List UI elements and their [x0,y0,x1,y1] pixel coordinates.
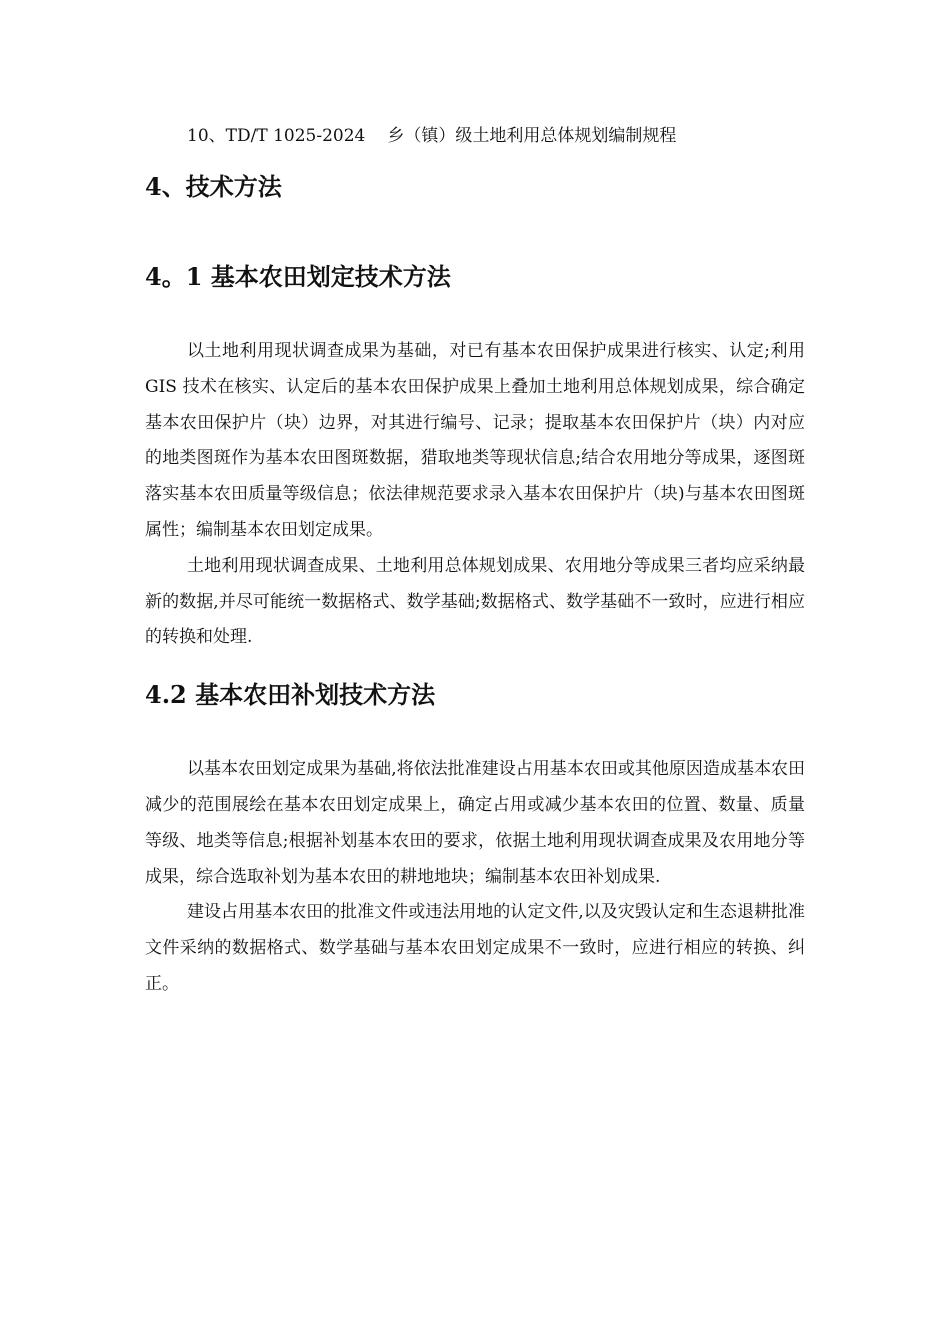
reference-item [145,118,805,154]
section-4-2-heading: 4.2 基本农田补划技术方法 [145,680,436,710]
reference-number: 10、TD/T 1025-2024 [187,126,366,146]
section-4-1-paragraph-2: 土地利用现状调查成果、土地利用总体规划成果、农用地分等成果三者均应采纳最新的数据,并尽可能统一数据格式、数学基础;数据格式、数学基础不一致时，应进行相应的转换和处理. [145,555,805,648]
section-4-heading: 4、技术方法 [145,172,282,201]
reference-title: 乡（镇）级土地利用总体规划编制规程 [387,126,677,146]
section-spacer [145,656,805,678]
document-body [145,118,805,1003]
section-4-1-paragraph-1: 以土地利用现状调查成果为基础，对已有基本农田保护成果进行核实、认定;利用 GIS 技术在核实、认定后的基本农田保护成果上叠加土地利用总体规划成果，综合确定基本农田保护片（块）边界，对其进行编号、记录；提取基本农田保护片（块）内对应的地类图斑作为基本农田图斑数据，猎取地类等现状信息;结合农用地分等成果，逐图斑落实基本农田质量等级信息；依法律规范要求录入基本农田保护片（块)与基本农田图斑属性；编制基本农田划定成果。 [145,341,805,540]
section-4-2-paragraph-1: 以基本农田划定成果为基础,将依法批准建设占用基本农田或其他原因造成基本农田减少的范围展绘在基本农田划定成果上，确定占用或减少基本农田的位置、数量、质量等级、地类等信息;根据补划基本农田的要求，依据土地利用现状调查成果及农用地分等成果，综合选取补划为基本农田的耕地地块；编制基本农田补划成果. [145,759,805,887]
section-4-1-heading: 4。1 基本农田划定技术方法 [145,262,451,291]
section-4-2-paragraph-2: 建设占用基本农田的批准文件或违法用地的认定文件,以及灾毁认定和生态退耕批准文件采纳的数据格式、数学基础与基本农田划定成果不一致时，应进行相应的转换、纠正。 [145,902,805,994]
